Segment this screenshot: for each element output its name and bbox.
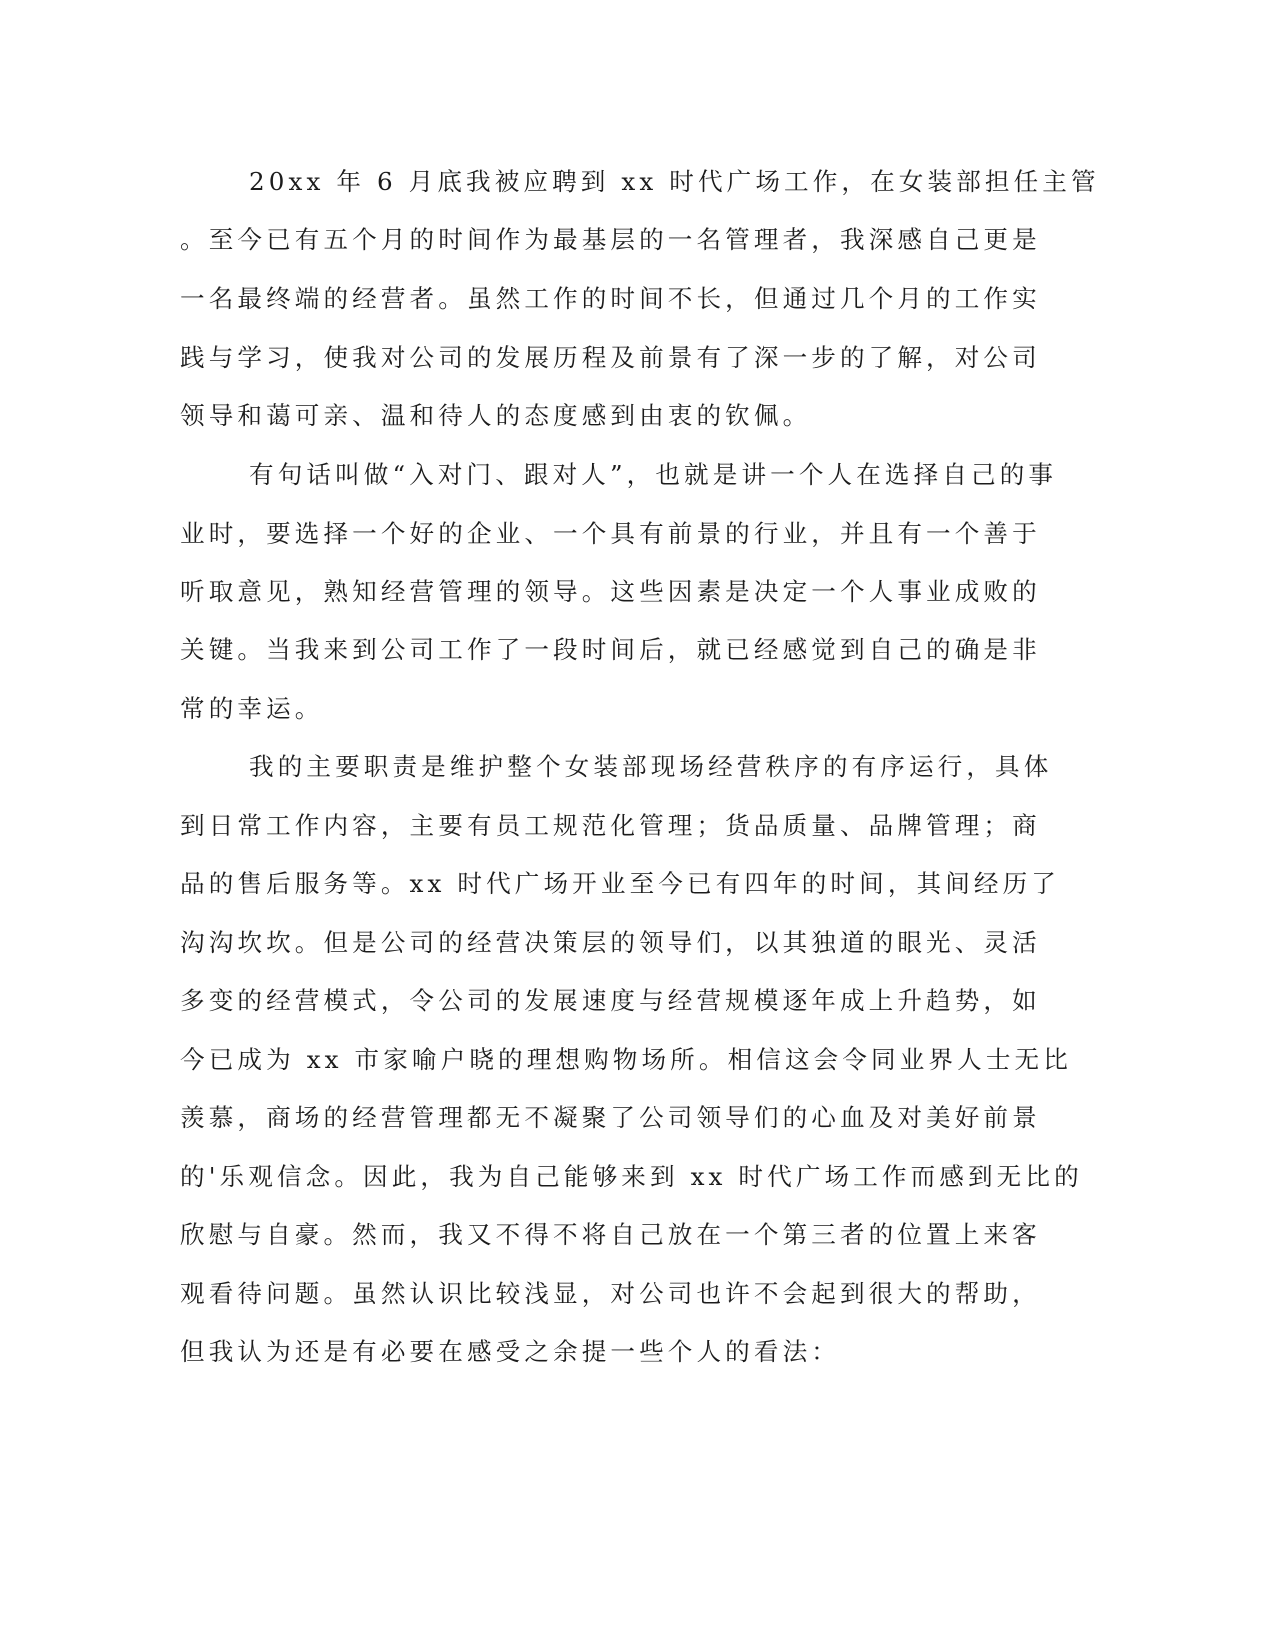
text-line: 关键。当我来到公司工作了一段时间后，就已经感觉到自己的确是非 xyxy=(180,635,1041,664)
text-line: 领导和蔼可亲、温和待人的态度感到由衷的钦佩。 xyxy=(180,401,812,430)
text-line: 常的幸运。 xyxy=(180,694,324,723)
text-line: 但我认为还是有必要在感受之余提一些个人的看法： xyxy=(180,1337,840,1366)
text-line: 的'乐观信念。因此，我为自己能够来到 xx 时代广场工作而感到无比的 xyxy=(180,1162,1083,1191)
text-line: 今已成为 xx 市家喻户晓的理想购物场所。相信这会令同业界人士无比 xyxy=(180,1045,1072,1074)
text-line: 到日常工作内容，主要有员工规范化管理；货品质量、品牌管理；商 xyxy=(180,811,1041,840)
text-line: 践与学习，使我对公司的发展历程及前景有了深一步的了解，对公司 xyxy=(180,343,1041,372)
text-line: 20xx 年 6 月底我被应聘到 xx 时代广场工作，在女装部担任主管 xyxy=(249,167,1100,196)
text-line: 沟沟坎坎。但是公司的经营决策层的领导们，以其独道的眼光、灵活 xyxy=(180,928,1041,957)
text-line: 一名最终端的经营者。虽然工作的时间不长，但通过几个月的工作实 xyxy=(180,284,1041,313)
text-line: 观看待问题。虽然认识比较浅显，对公司也许不会起到很大的帮助， xyxy=(180,1279,1041,1308)
text-line: 品的售后服务等。xx 时代广场开业至今已有四年的时间，其间经历了 xyxy=(180,869,1060,898)
text-line: 业时，要选择一个好的企业、一个具有前景的行业，并且有一个善于 xyxy=(180,519,1041,548)
text-line: 。至今已有五个月的时间作为最基层的一名管理者，我深感自己更是 xyxy=(180,225,1041,254)
text-line: 欣慰与自豪。然而，我又不得不将自己放在一个第三者的位置上来客 xyxy=(180,1220,1041,1249)
text-line: 多变的经营模式，令公司的发展速度与经营规模逐年成上升趋势，如 xyxy=(180,986,1041,1015)
text-line: 羡慕，商场的经营管理都无不凝聚了公司领导们的心血及对美好前景 xyxy=(180,1103,1041,1132)
text-line: 有句话叫做“入对门、跟对人”，也就是讲一个人在选择自己的事 xyxy=(249,460,1058,489)
text-line: 我的主要职责是维护整个女装部现场经营秩序的有序运行，具体 xyxy=(249,752,1053,781)
text-line: 听取意见，熟知经营管理的领导。这些因素是决定一个人事业成败的 xyxy=(180,577,1041,606)
